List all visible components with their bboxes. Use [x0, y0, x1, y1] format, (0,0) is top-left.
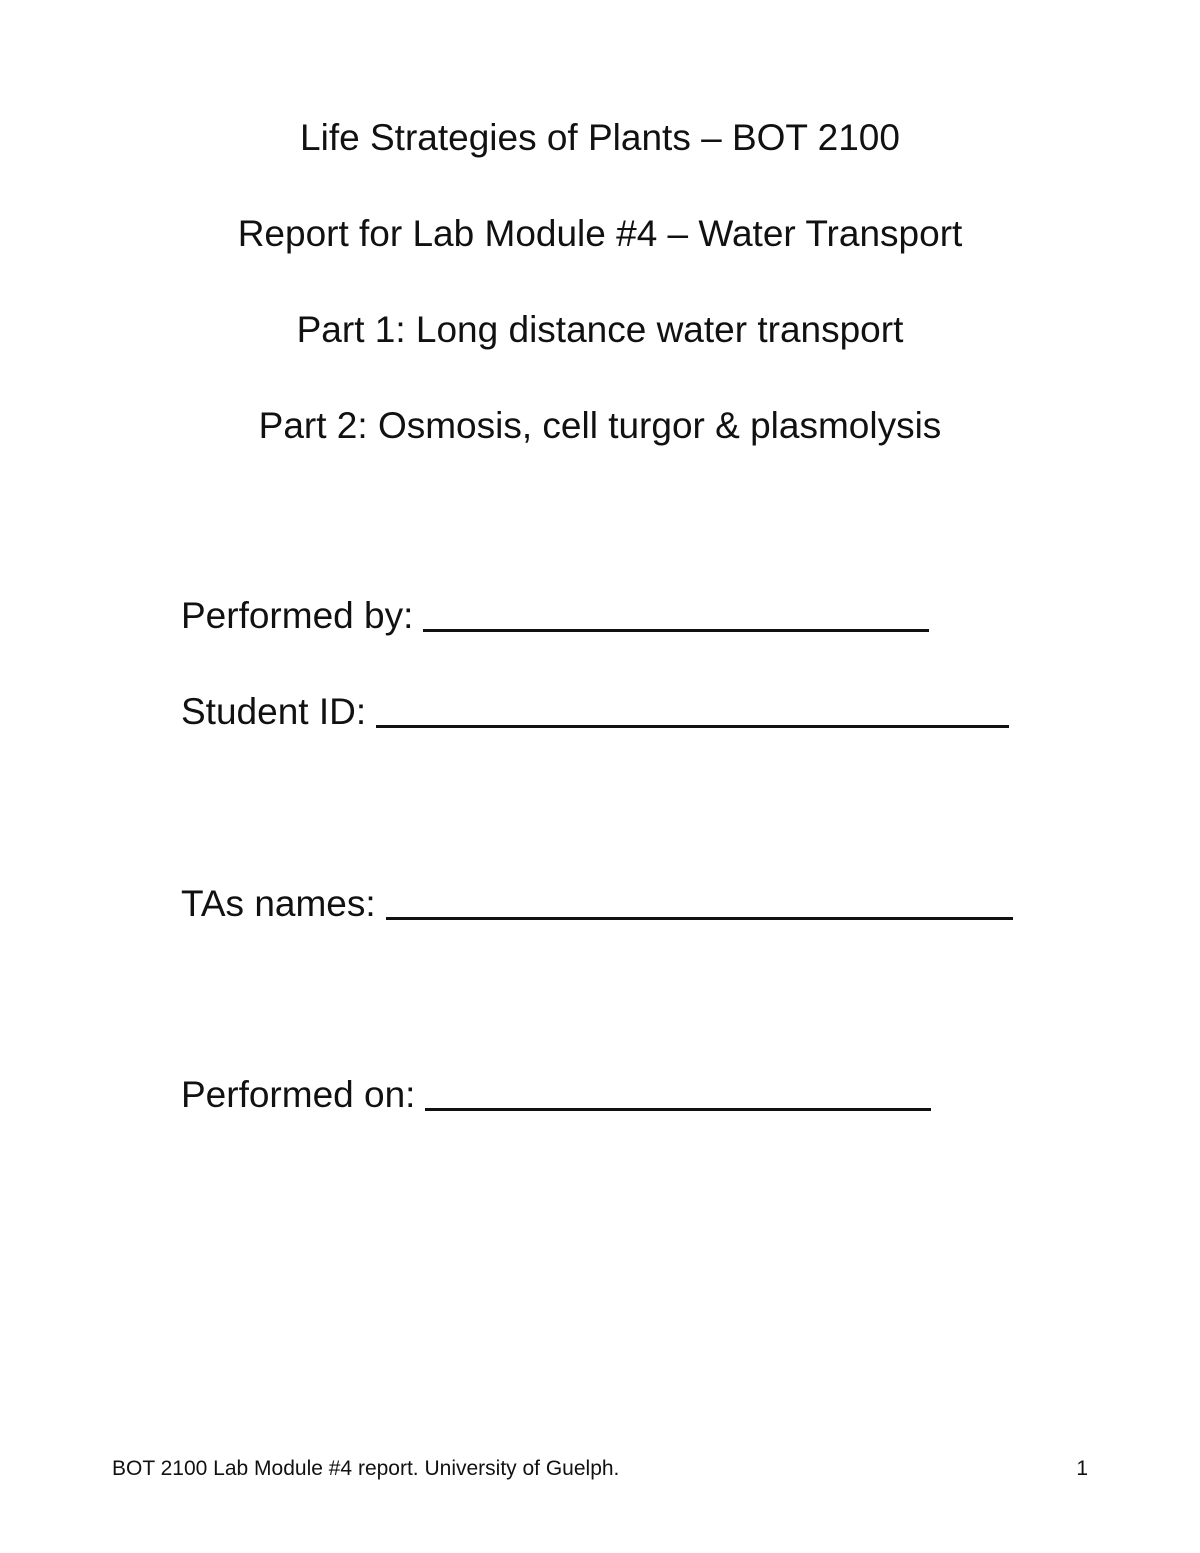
student-id-blank-line: [376, 689, 1009, 728]
performed-by-label: Performed by:: [181, 595, 414, 636]
part-2-heading: Part 2: Osmosis, cell turgor & plasmolysis: [258, 405, 942, 446]
performed-on-label: Performed on:: [181, 1074, 416, 1115]
page-number: 1: [1076, 1457, 1088, 1480]
performed-by-blank-line: [423, 593, 929, 632]
tas-names-field: [181, 882, 1013, 926]
footer-text: BOT 2100 Lab Module #4 report. University of Guelph.: [112, 1457, 620, 1480]
part-1-heading: Part 1: Long distance water transport: [296, 309, 904, 350]
performed-by-field: [181, 594, 929, 638]
tas-names-label: TAs names:: [181, 883, 376, 924]
tas-names-blank-line: [386, 881, 1013, 920]
student-id-label: Student ID:: [181, 691, 367, 732]
student-id-field: [181, 690, 1009, 734]
performed-on-field: [181, 1073, 931, 1117]
performed-on-blank-line: [425, 1072, 931, 1111]
document-subtitle: Report for Lab Module #4 – Water Transport: [237, 213, 963, 254]
document-title: Life Strategies of Plants – BOT 2100: [300, 117, 900, 158]
